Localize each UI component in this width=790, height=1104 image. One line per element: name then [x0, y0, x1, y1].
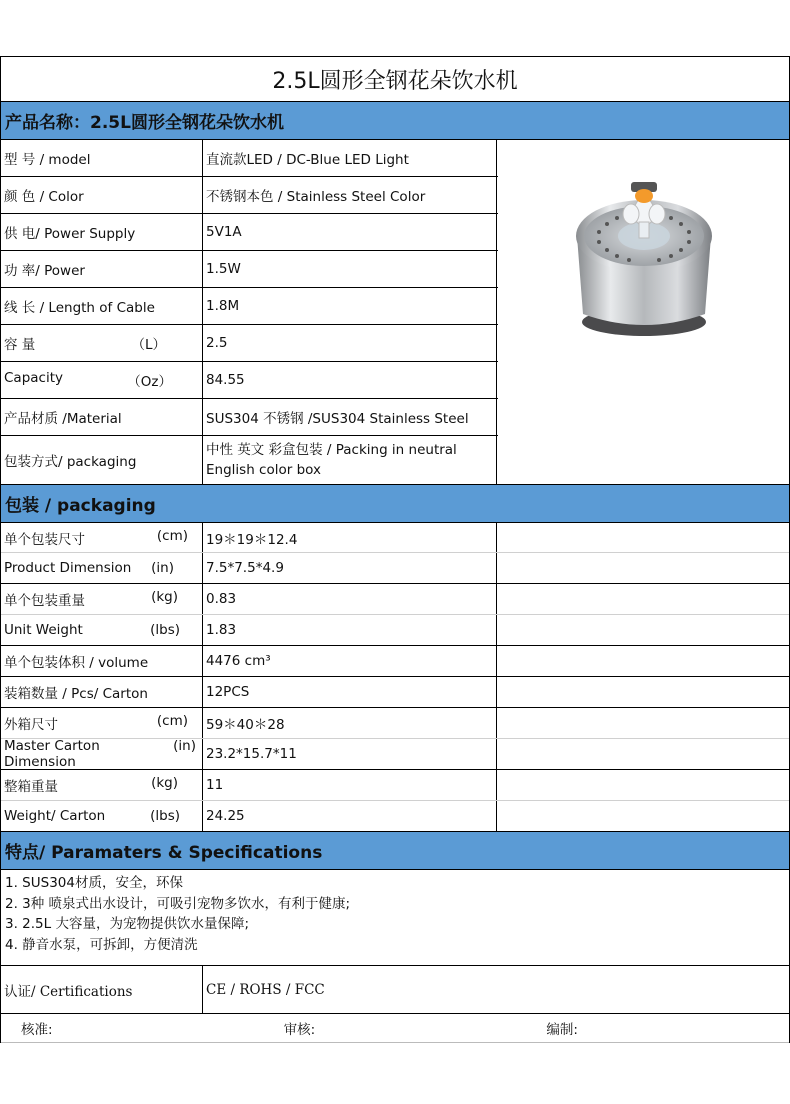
pack-row	[1, 615, 789, 646]
pack-label: 整箱重量	[4, 779, 58, 795]
pack-value: 4476 cm³	[203, 646, 497, 676]
pet-fountain-image	[569, 174, 719, 349]
spec-row-material	[1, 399, 498, 436]
spec-value: SUS304 不锈钢 /SUS304 Stainless Steel	[203, 399, 497, 435]
pack-row	[1, 646, 789, 677]
spec-label: 功 率/ Power	[1, 251, 203, 287]
pack-unit: (kg)	[151, 775, 178, 791]
pack-row	[1, 770, 789, 801]
signoff-row	[1, 1014, 789, 1043]
spec-label: Capacity	[4, 370, 63, 386]
spec-value: 2.5	[203, 325, 497, 361]
packaging-header: 包装 / packaging	[1, 485, 789, 523]
page-title: 2.5L圆形全钢花朵饮水机	[1, 56, 789, 102]
cert-label: 认证/ Certifications	[1, 966, 203, 1013]
pack-row	[1, 801, 789, 832]
pack-label: Weight/ Carton	[4, 808, 106, 824]
spec-label: 型 号 / model	[1, 140, 203, 176]
spec-value: 84.55	[203, 362, 497, 398]
packaging-rows	[1, 523, 789, 832]
spec-row-capacity-l	[1, 325, 498, 362]
features-header-text: 特点/ Paramaters & Specifications	[5, 843, 323, 863]
certifications-row	[1, 966, 789, 1014]
spec-row-color	[1, 177, 498, 214]
spec-label: 包装方式/ packaging	[1, 436, 203, 484]
pack-label: 装箱数量 / Pcs/ Carton	[1, 677, 203, 707]
pack-label: Unit Weight	[4, 622, 83, 638]
spec-sheet	[0, 56, 790, 1043]
feature-item: 2. 3种 喷泉式出水设计，可吸引宠物多饮水，有利于健康;	[5, 895, 351, 912]
pack-label: 单个包装尺寸	[4, 531, 85, 548]
feature-item: 4. 静音水泵，可拆卸，方便清洗	[5, 936, 198, 953]
pack-label: 单个包装重量	[4, 593, 85, 609]
spec-row-power-supply	[1, 214, 498, 251]
spec-label: 容 量	[4, 337, 36, 353]
spec-unit: （L）	[131, 337, 166, 353]
spec-row-power	[1, 251, 498, 288]
spec-label: 产品材质 /Material	[1, 399, 203, 435]
pack-label: 单个包装体积 / volume	[1, 646, 203, 676]
spec-row-packaging	[1, 436, 498, 485]
pack-unit: (in)	[173, 738, 196, 754]
approved-by-label: 核准:	[21, 1022, 53, 1038]
pack-value: 59＊40＊28	[203, 708, 497, 738]
spec-rows	[1, 140, 498, 485]
feature-item: 1. SUS304材质，安全，环保	[5, 875, 183, 891]
spec-row-capacity-oz	[1, 362, 498, 399]
pack-row	[1, 553, 789, 584]
spec-row-model	[1, 140, 498, 177]
spec-value: 不锈钢本色 / Stainless Steel Color	[203, 177, 497, 213]
pack-value: 11	[203, 770, 497, 800]
pack-unit: (in)	[151, 560, 174, 576]
spec-grid	[1, 140, 789, 485]
feature-item: 3. 2.5L 大容量，为宠物提供饮水量保障;	[5, 916, 250, 932]
pack-unit: (kg)	[151, 589, 178, 605]
pack-value: 23.2*15.7*11	[203, 739, 497, 769]
pack-value: 19＊19＊12.4	[203, 523, 497, 552]
pack-unit: (cm)	[156, 527, 188, 544]
spec-label: 供 电/ Power Supply	[1, 214, 203, 250]
spec-value: 5V1A	[203, 214, 497, 250]
features-header	[1, 832, 789, 870]
pack-row	[1, 677, 789, 708]
spec-label: 线 长 / Length of Cable	[1, 288, 203, 324]
pack-value: 12PCS	[203, 677, 497, 707]
spec-unit: （Oz）	[127, 374, 172, 390]
pack-label: Product Dimension	[4, 560, 132, 576]
pack-label: 外箱尺寸	[4, 717, 58, 733]
pack-row	[1, 739, 789, 770]
features-list	[1, 870, 789, 966]
spec-value: 1.8M	[203, 288, 497, 324]
pack-value: 7.5*7.5*4.9	[203, 553, 497, 583]
pack-row	[1, 708, 789, 739]
pack-unit: (cm)	[156, 713, 188, 729]
reviewed-by-label: 审核:	[283, 1022, 316, 1038]
pack-unit: (lbs)	[150, 808, 180, 824]
spec-value: 直流款LED / DC-Blue LED Light	[203, 140, 497, 176]
product-image-cell	[498, 140, 789, 485]
spec-value: 1.5W	[203, 251, 497, 287]
spec-value: 中性 英文 彩盒包装 / Packing in neutral English color box	[203, 436, 497, 484]
prepared-by-label: 编制:	[546, 1022, 578, 1038]
pack-row	[1, 584, 789, 615]
product-name-header: 产品名称：2.5L圆形全钢花朵饮水机	[1, 102, 789, 140]
pack-value: 0.83	[203, 584, 497, 614]
cert-value: CE / ROHS / FCC	[206, 981, 325, 998]
pack-value: 24.25	[203, 801, 497, 831]
pack-row	[1, 523, 789, 553]
spec-row-cable	[1, 288, 498, 325]
pack-value: 1.83	[203, 615, 497, 645]
pack-unit: (lbs)	[150, 622, 180, 638]
pack-label: Master Carton Dimension	[4, 738, 100, 770]
spec-label: 颜 色 / Color	[1, 177, 203, 213]
